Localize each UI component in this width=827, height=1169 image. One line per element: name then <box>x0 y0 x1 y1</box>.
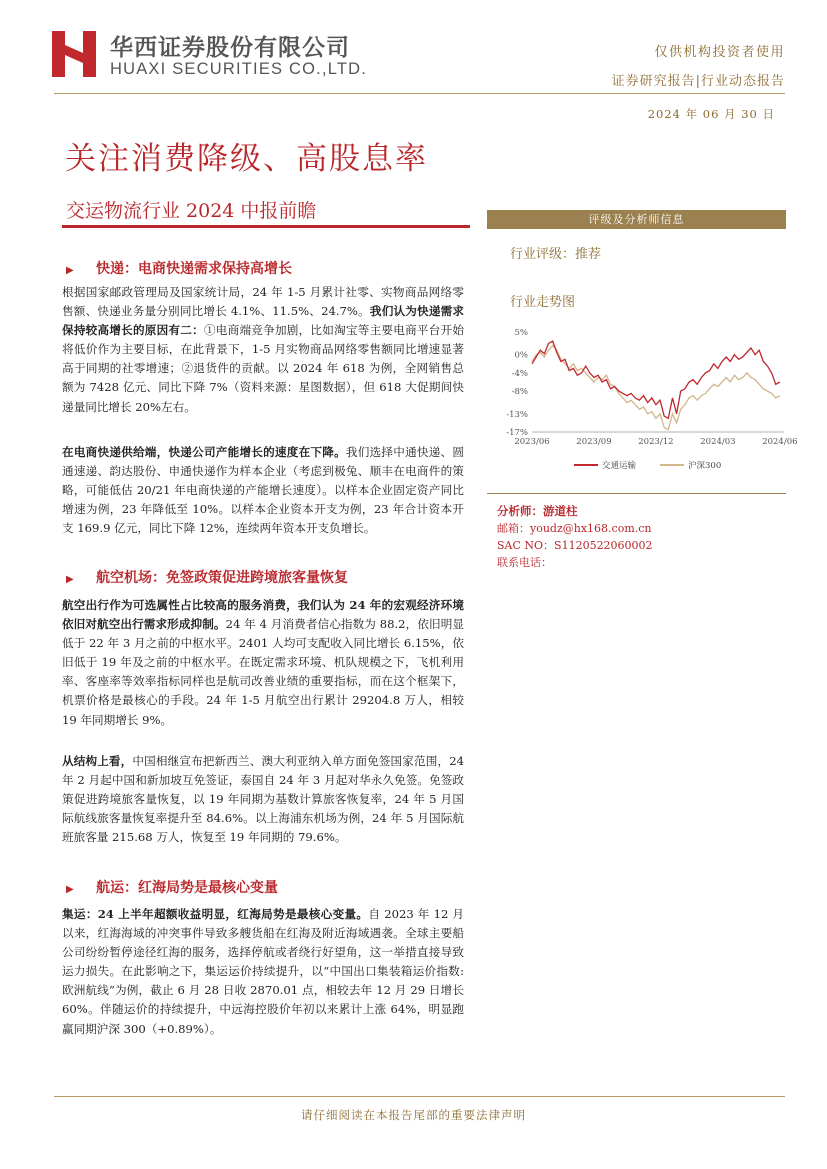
paragraph-aviation-structure: 从结构上看，中国相继宣布把新西兰、澳大利亚纳入单方面免签国家范围，24 年 2 月起中国和新加坡互免签证，泰国自 24 年 3 月起对华永久免签。免签政策促进跨境旅客量恢复，以 19 年同期为基数计算旅客恢复率，24 年 5 月国际航线旅客量恢复率提升至 84.6%。以上海浦东机场为例，24 年 5 月国际航班旅客量 215.68 万人，恢复至 19 年同期的 79.6%。 <box>62 754 464 845</box>
section-heading-aviation <box>66 567 348 587</box>
section-heading-express <box>66 258 292 278</box>
legend-label: 沪深300 <box>688 461 722 471</box>
y-tick-label: -4% <box>511 368 528 379</box>
legend-label: 交通运输 <box>602 461 637 471</box>
chart-legend <box>574 460 721 471</box>
trend-chart-label: 行业走势图 <box>510 295 576 310</box>
analyst-phone: 联系电话： <box>497 556 552 569</box>
section-heading-text: 快递：电商快递需求保持高增长 <box>96 261 292 277</box>
analyst-sac-number: SAC NO：S1120522060002 <box>497 539 653 552</box>
x-tick-label: 2023/12 <box>638 437 674 447</box>
paragraph-express-supply: 在电商快递供给端，快递公司产能增长的速度在下降。我们选择中通快递、圆通速递、韵达股份、申通快递作为样本企业（考虑到极兔、顺丰在电商件的策略，可能低估 20/21 年电商快递的产能增长速度）。以样本企业固定资产同比增速为例，23 年降低至 10%。以样本企业资本开支为例，23 年合计资本开支 169.9 亿元，同比下降 12%，连续两年资本开支负增长。 <box>62 445 464 536</box>
report-type-tag: 证券研究报告|行业动态报告 <box>611 74 785 89</box>
section-heading-text: 航空机场：免签政策促进跨境旅客量恢复 <box>96 570 348 586</box>
header-divider <box>54 93 785 94</box>
series-line-transport <box>532 341 780 418</box>
triangle-bullet-icon: ▶ <box>66 884 74 895</box>
y-tick-label: 0% <box>514 350 528 361</box>
triangle-bullet-icon: ▶ <box>66 265 74 276</box>
paragraph-shipping: 集运：24 上半年超额收益明显，红海局势是最核心变量。自 2023 年 12 月以来，红海海域的冲突事件导致多艘货船在红海及附近海域遇袭。全球主要船公司纷纷暂停途径红海的服务，选择停航或者绕行好望角，这一举措直接导致运力损失。在此影响之下，集运运价持续提升，以“中国出口集装箱运价指数:欧洲航线”为例，截止 6 月 28 日收 2870.01 点，相较去年 12 月 29 日增长 60%。伴随运价的持续提升，中远海控股价年初以来累计上涨 64%，明显跑赢同期沪深 300（+0.89%）。 <box>62 907 464 1036</box>
company-logo-icon <box>52 31 96 77</box>
company-name-en: HUAXI SECURITIES CO.,LTD. <box>110 60 368 78</box>
report-subtitle: 交运物流行业 2024 中报前瞻 <box>66 200 317 222</box>
panel-divider <box>487 493 786 494</box>
y-tick-label: 5% <box>514 328 528 338</box>
paragraph-aviation-demand: 航空出行作为可选属性占比较高的服务消费，我们认为 24 年的宏观经济环境依旧对航空出行需求形成抑制。24 年 4 月消费者信心指数为 88.2，依旧明显低于 22 年 3 月之前的中枢水平。2401 人均可支配收入同比增长 6.15%，依旧低于 19 年及之前的中枢水平。在既定需求环境、机队规模之下，飞机利用率、客座率等效率指标同样也是航司改善业绩的重要指标，而在这个框架下，机票价格是最核心的手段。24 年 1-5 月航空出行累计 29204.8 万人，相较 19 年同期增长 9%。 <box>62 598 464 727</box>
section-heading-text: 航运：红海局势是最核心变量 <box>96 880 278 896</box>
y-tick-label: -8% <box>511 387 528 398</box>
section-heading-shipping <box>66 877 278 897</box>
y-axis-ticks <box>506 328 528 438</box>
x-tick-label: 2024/06 <box>762 437 798 447</box>
paragraph-express-demand: 根据国家邮政管理局及国家统计局，24 年 1-5 月累计社零、实物商品网络零售额、快递业务量分别同比增长 4.1%、11.5%、24.7%。我们认为快递需求保持较高增长的原因有二：①电商端竞争加剧，比如淘宝等主要电商平台开始将低价作为主要目标，在此背景下，1-5 月实物商品网络零售额同比增速显著高于同期的社零增速；②退货件的贡献。以 2024 年 618 为例，全网销售总额为 7428 亿元、同比下降 7%（资料来源：星图数据），但 618 大促期间快递量同比增长 20%左右。 <box>62 285 464 414</box>
analyst-email[interactable]: 邮箱：youdz@hx168.com.cn <box>497 522 652 535</box>
chart-series <box>532 341 780 430</box>
industry-trend-chart <box>500 324 798 477</box>
x-tick-label: 2023/06 <box>514 437 550 447</box>
y-tick-label: -13% <box>506 409 528 420</box>
report-date: 2024 年 06 月 30 日 <box>647 107 775 121</box>
industry-rating: 行业评级：推荐 <box>510 247 602 262</box>
x-tick-label: 2024/03 <box>700 437 736 447</box>
company-name-cn: 华西证券股份有限公司 <box>110 35 350 61</box>
triangle-bullet-icon: ▶ <box>66 574 74 585</box>
series-line-csi300 <box>532 346 780 430</box>
x-tick-label: 2023/09 <box>576 437 612 447</box>
audience-tag: 仅供机构投资者使用 <box>654 45 785 60</box>
subtitle-underline <box>62 225 470 228</box>
footer-divider <box>54 1096 785 1097</box>
panel-title: 评级及分析师信息 <box>588 213 685 226</box>
report-title: 关注消费降级、高股息率 <box>65 141 428 177</box>
legal-notice: 请仔细阅读在本报告尾部的重要法律声明 <box>301 1108 526 1122</box>
y-tick-label: -17% <box>506 428 528 438</box>
analyst-name: 分析师：游道柱 <box>497 504 578 518</box>
x-axis-ticks <box>514 437 797 447</box>
